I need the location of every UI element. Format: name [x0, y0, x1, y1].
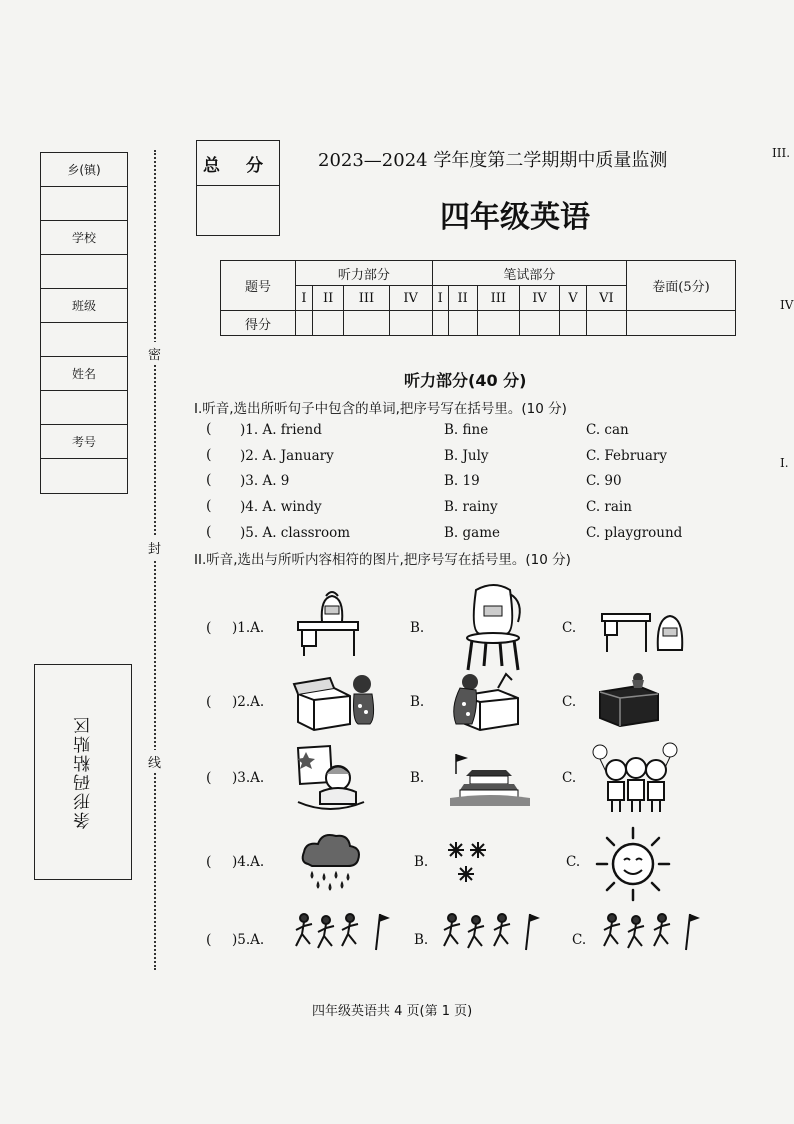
grade-score-cell[interactable]: [586, 311, 626, 336]
p2q4-option-c: C.: [566, 854, 581, 870]
answer-bracket[interactable]: (: [206, 524, 212, 540]
grade-col-listening: III: [344, 286, 389, 311]
grade-score-cell[interactable]: [296, 311, 313, 336]
q3-option-b: B. 19: [444, 473, 480, 489]
info-field-number[interactable]: [41, 459, 127, 492]
info-field-class[interactable]: [41, 323, 127, 357]
boy-with-flag-image[interactable]: [294, 742, 366, 814]
q4-option-a: )4. A. windy: [240, 499, 322, 515]
subject-title: 四年级英语: [440, 200, 590, 235]
p2q4-option-a: )4.A.: [232, 854, 265, 870]
running-race-image[interactable]: [440, 912, 540, 952]
box-cat-beside-image[interactable]: [294, 668, 380, 732]
p2q2-option-a: )2.A.: [232, 694, 265, 710]
edge-label: I.: [780, 456, 789, 470]
grade-score-cell[interactable]: [344, 311, 389, 336]
answer-bracket[interactable]: (: [206, 472, 212, 488]
grade-listening-header: 听力部分: [296, 261, 433, 286]
edge-label: IV: [780, 298, 794, 312]
grade-score-cell[interactable]: [560, 311, 587, 336]
p2q3-option-b: B.: [410, 770, 425, 786]
seal-dotted-line: [154, 150, 156, 970]
info-label-number: 考号: [41, 425, 127, 459]
sun-icon[interactable]: [592, 824, 674, 904]
q4-option-c: C. rain: [586, 499, 632, 515]
answer-bracket[interactable]: (: [206, 932, 212, 948]
running-race-image[interactable]: [600, 912, 700, 952]
tiananmen-image[interactable]: [446, 752, 532, 808]
answer-bracket[interactable]: (: [206, 770, 212, 786]
grade-col-written: IV: [519, 286, 559, 311]
grade-score-cell[interactable]: [477, 311, 519, 336]
answer-bracket[interactable]: (: [206, 854, 212, 870]
grade-score-cell[interactable]: [519, 311, 559, 336]
answer-bracket[interactable]: (: [206, 421, 212, 437]
snowflakes-icon[interactable]: [440, 836, 492, 888]
q4-option-b: B. rainy: [444, 499, 498, 515]
grade-score-cell[interactable]: [627, 311, 736, 336]
total-score-field[interactable]: [197, 186, 279, 234]
q1-option-b: B. fine: [444, 422, 489, 438]
running-race-image[interactable]: [292, 912, 392, 952]
grade-score-cell[interactable]: [432, 311, 448, 336]
q2-option-b: B. July: [444, 448, 489, 464]
box-cat-top-image[interactable]: [596, 668, 672, 728]
p2q1-option-b: B.: [410, 620, 425, 636]
q2-option-a: )2. A. January: [240, 448, 334, 464]
q5-option-c: C. playground: [586, 525, 683, 541]
cat-in-box-image[interactable]: [446, 668, 526, 732]
p2q5-option-b: B.: [414, 932, 429, 948]
info-label-town: 乡(镇): [41, 153, 127, 187]
answer-bracket[interactable]: (: [206, 447, 212, 463]
grade-col-written: III: [477, 286, 519, 311]
listening-section-title: 听力部分(40 分): [404, 371, 527, 390]
info-label-class: 班级: [41, 289, 127, 323]
info-field-name[interactable]: [41, 391, 127, 425]
p2q5-option-c: C.: [572, 932, 587, 948]
q3-option-a: )3. A. 9: [240, 473, 290, 489]
grade-col-listening: I: [296, 286, 313, 311]
grade-col-label: 题号: [221, 261, 296, 311]
p2q3-option-c: C.: [562, 770, 577, 786]
p2q1-option-c: C.: [562, 620, 577, 636]
grade-score-label: 得分: [221, 311, 296, 336]
p2q2-option-c: C.: [562, 694, 577, 710]
answer-bracket[interactable]: (: [206, 694, 212, 710]
grade-col-written: VI: [586, 286, 626, 311]
desk-bag-beside-image[interactable]: [600, 604, 686, 658]
rain-cloud-icon[interactable]: [300, 832, 362, 892]
children-with-balloons-image[interactable]: [590, 742, 682, 814]
part1-heading: I.听音,选出所听句子中包含的单词,把序号写在括号里。(10 分): [194, 401, 567, 417]
page-footer: 四年级英语共 4 页(第 1 页): [312, 1004, 473, 1019]
chair-with-bag-image[interactable]: [462, 582, 524, 672]
seal-char-xian: 线: [148, 750, 161, 773]
grade-table: [220, 260, 736, 336]
desk-with-bag-image[interactable]: [296, 588, 362, 658]
p2q2-option-b: B.: [410, 694, 425, 710]
info-label-name: 姓名: [41, 357, 127, 391]
q5-option-b: B. game: [444, 525, 500, 541]
grade-col-written: I: [432, 286, 448, 311]
info-field-town[interactable]: [41, 187, 127, 221]
grade-score-cell[interactable]: [389, 311, 432, 336]
barcode-area: [34, 664, 132, 880]
grade-written-header: 笔试部分: [432, 261, 626, 286]
answer-bracket[interactable]: (: [206, 498, 212, 514]
info-label-school: 学校: [41, 221, 127, 255]
grade-col-listening: II: [313, 286, 344, 311]
grade-score-cell[interactable]: [313, 311, 344, 336]
grade-col-listening: IV: [389, 286, 432, 311]
grade-col-written: II: [448, 286, 477, 311]
grade-score-cell[interactable]: [448, 311, 477, 336]
p2q4-option-b: B.: [414, 854, 429, 870]
part2-heading: II.听音,选出与所听内容相符的图片,把序号写在括号里。(10 分): [194, 552, 571, 568]
edge-label: III.: [772, 146, 791, 160]
total-score-box: [196, 140, 280, 236]
p2q1-option-a: )1.A.: [232, 620, 265, 636]
barcode-label: 条形码粘贴区: [73, 715, 94, 829]
q1-option-a: )1. A. friend: [240, 422, 322, 438]
q3-option-c: C. 90: [586, 473, 622, 489]
seal-char-mi: 密: [148, 342, 161, 365]
answer-bracket[interactable]: (: [206, 620, 212, 636]
seal-char-feng: 封: [148, 536, 161, 559]
exam-title: 2023—2024 学年度第二学期期中质量监测: [318, 150, 668, 171]
total-score-label: 总 分: [197, 141, 279, 186]
p2q3-option-a: )3.A.: [232, 770, 265, 786]
q5-option-a: )5. A. classroom: [240, 525, 351, 541]
grade-col-written: V: [560, 286, 587, 311]
q1-option-c: C. can: [586, 422, 629, 438]
q2-option-c: C. February: [586, 448, 667, 464]
info-field-school[interactable]: [41, 255, 127, 289]
student-info-box: [40, 152, 128, 494]
p2q5-option-a: )5.A.: [232, 932, 265, 948]
grade-neatness-header: 卷面(5分): [627, 261, 736, 311]
